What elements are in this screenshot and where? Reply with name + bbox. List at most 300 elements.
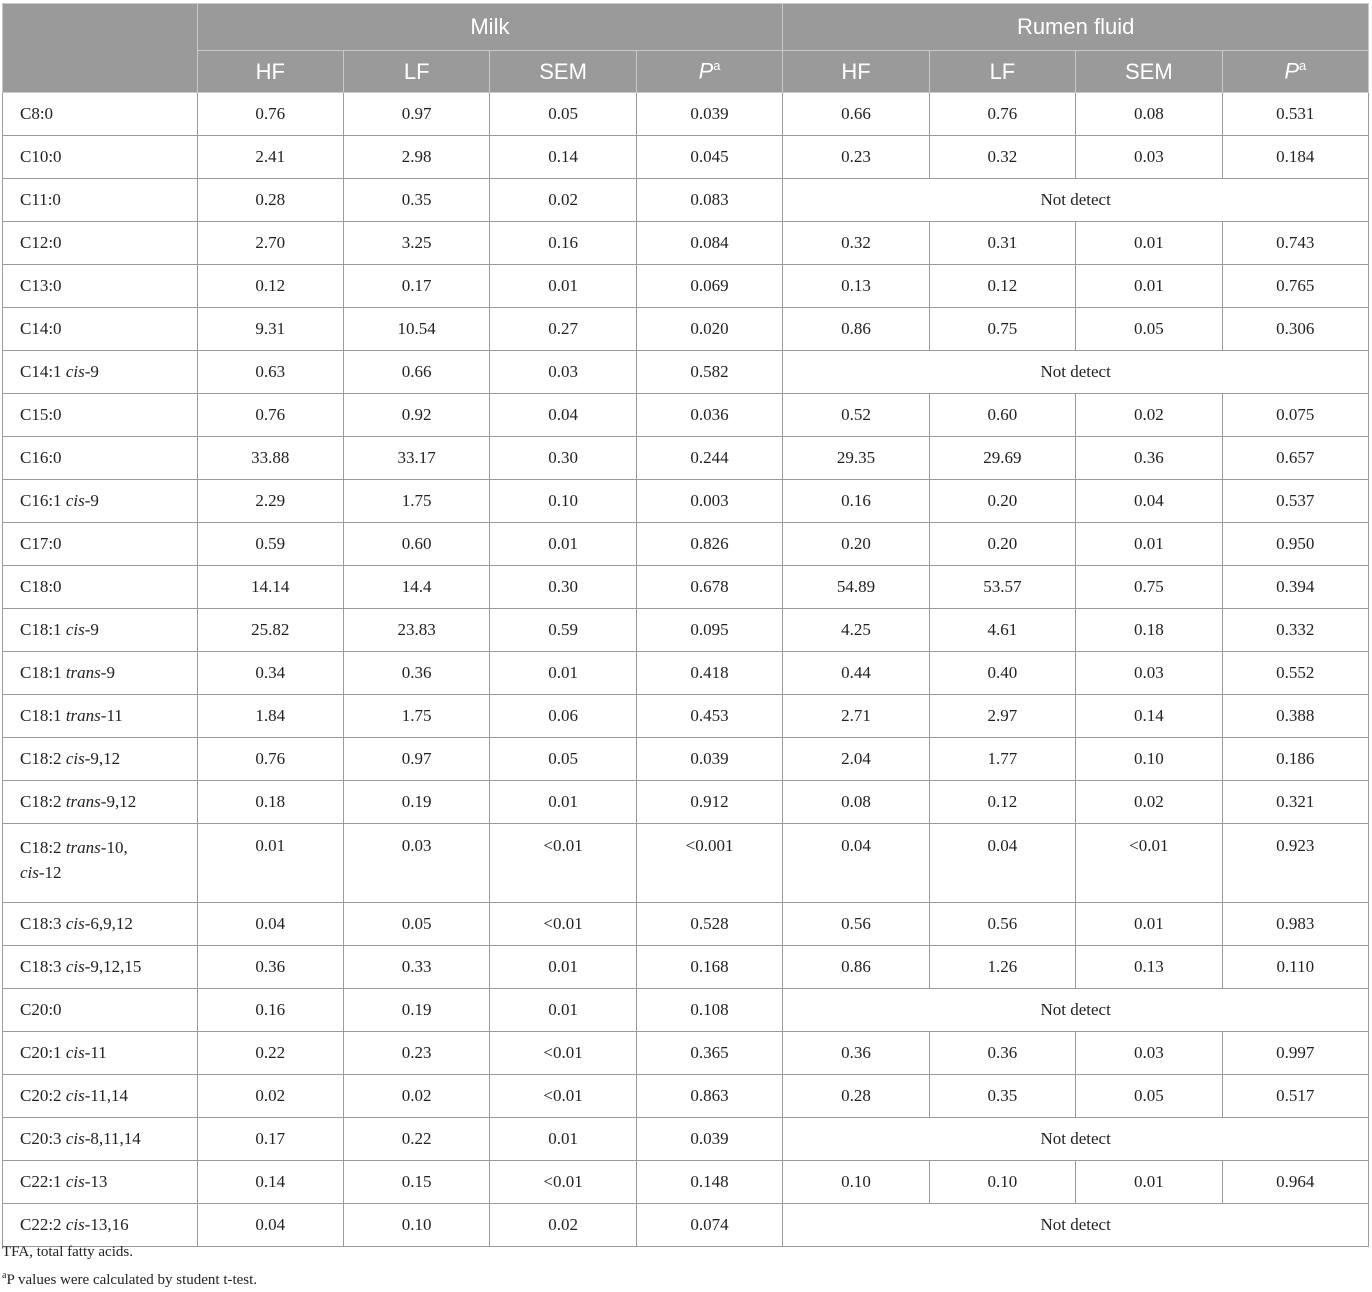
- milk-p-value-cell: 0.083: [636, 179, 782, 222]
- row-label: [3, 136, 198, 179]
- subheader-rumen-hf: HF: [783, 51, 929, 93]
- row-label: [3, 781, 198, 824]
- milk-hf-cell: 14.14: [197, 566, 343, 609]
- rumen-sem-cell: 0.05: [1076, 308, 1222, 351]
- milk-sem-cell: 0.01: [490, 265, 636, 308]
- rumen-lf-cell: 0.04: [929, 824, 1075, 903]
- subheader-milk-p: [636, 51, 782, 93]
- rumen-sem-cell: 0.05: [1076, 1075, 1222, 1118]
- table-row: [3, 394, 1369, 437]
- label-base: C18:1: [20, 620, 66, 639]
- rumen-lf-cell: 0.12: [929, 265, 1075, 308]
- row-label: [3, 946, 198, 989]
- rumen-lf-cell: 0.76: [929, 93, 1075, 136]
- rumen-p-value-cell: 0.110: [1222, 946, 1368, 989]
- row-label: [3, 903, 198, 946]
- table-row: [3, 824, 1369, 903]
- rumen-lf-cell: 0.10: [929, 1161, 1075, 1204]
- rumen-hf-cell: 0.86: [783, 946, 929, 989]
- milk-p-value-cell: 0.168: [636, 946, 782, 989]
- rumen-hf-cell: 0.52: [783, 394, 929, 437]
- rumen-hf-cell: 0.36: [783, 1032, 929, 1075]
- row-label: [3, 566, 198, 609]
- milk-sem-cell: 0.59: [490, 609, 636, 652]
- rumen-sem-cell: 0.02: [1076, 781, 1222, 824]
- rumen-hf-cell: 2.71: [783, 695, 929, 738]
- rumen-p-value-cell: 0.537: [1222, 480, 1368, 523]
- label-base: C14:1: [20, 362, 66, 381]
- rumen-sem-cell: 0.18: [1076, 609, 1222, 652]
- rumen-not-detected-cell: Not detect: [783, 179, 1369, 222]
- milk-hf-cell: 0.63: [197, 351, 343, 394]
- milk-lf-cell: 0.19: [343, 781, 489, 824]
- milk-lf-cell: 0.05: [343, 903, 489, 946]
- rumen-sem-cell: 0.10: [1076, 738, 1222, 781]
- milk-sem-cell: 0.05: [490, 738, 636, 781]
- milk-hf-cell: 0.12: [197, 265, 343, 308]
- row-label: [3, 652, 198, 695]
- milk-lf-cell: 0.60: [343, 523, 489, 566]
- table-row: [3, 437, 1369, 480]
- rumen-p-value-cell: 0.983: [1222, 903, 1368, 946]
- table-body: [3, 93, 1369, 1247]
- milk-hf-cell: 33.88: [197, 437, 343, 480]
- rumen-lf-cell: 0.31: [929, 222, 1075, 265]
- table-row: [3, 989, 1369, 1032]
- milk-p-value-cell: 0.039: [636, 738, 782, 781]
- milk-lf-cell: 0.10: [343, 1204, 489, 1247]
- rumen-p-value-cell: 0.306: [1222, 308, 1368, 351]
- subheader-milk-hf: HF: [197, 51, 343, 93]
- table-row: [3, 652, 1369, 695]
- milk-sem-cell: 0.01: [490, 523, 636, 566]
- rumen-hf-cell: 0.13: [783, 265, 929, 308]
- label-position: -11: [84, 1043, 107, 1062]
- milk-sem-cell: 0.14: [490, 136, 636, 179]
- rumen-lf-cell: 0.20: [929, 480, 1075, 523]
- label-isomer: trans: [65, 792, 101, 811]
- milk-p-value-cell: 0.418: [636, 652, 782, 695]
- corner-header-cell: [3, 4, 198, 93]
- label-base: C18:2: [20, 749, 66, 768]
- milk-lf-cell: 2.98: [343, 136, 489, 179]
- table-row: [3, 523, 1369, 566]
- milk-sem-cell: <0.01: [490, 1032, 636, 1075]
- subheader-rumen-p: [1222, 51, 1368, 93]
- row-label: [3, 437, 198, 480]
- rumen-lf-cell: 0.60: [929, 394, 1075, 437]
- rumen-sem-cell: 0.02: [1076, 394, 1222, 437]
- rumen-hf-cell: 0.23: [783, 136, 929, 179]
- rumen-hf-cell: 4.25: [783, 609, 929, 652]
- label-isomer: cis: [65, 914, 85, 933]
- label-base: C8:0: [20, 104, 54, 123]
- label-position: -10,: [100, 838, 128, 857]
- milk-p-value-cell: 0.912: [636, 781, 782, 824]
- subheader-milk-sem: SEM: [490, 51, 636, 93]
- label-position: -6,9,12: [84, 914, 133, 933]
- label-base: C18:3: [20, 914, 66, 933]
- label-base: C22:2: [20, 1215, 66, 1234]
- label-position: -9: [100, 663, 115, 682]
- milk-lf-cell: 14.4: [343, 566, 489, 609]
- rumen-p-value-cell: 0.184: [1222, 136, 1368, 179]
- label-isomer: cis: [65, 491, 85, 510]
- milk-sem-cell: 0.02: [490, 1204, 636, 1247]
- label-isomer: cis: [65, 749, 85, 768]
- milk-hf-cell: 1.84: [197, 695, 343, 738]
- rumen-p-value-cell: 0.394: [1222, 566, 1368, 609]
- row-label: [3, 351, 198, 394]
- rumen-p-value-cell: 0.950: [1222, 523, 1368, 566]
- row-label: [3, 1032, 198, 1075]
- table-row: [3, 136, 1369, 179]
- row-label: [3, 179, 198, 222]
- label-base: C15:0: [20, 405, 62, 424]
- row-label: [3, 1161, 198, 1204]
- rumen-p-value-cell: 0.332: [1222, 609, 1368, 652]
- milk-hf-cell: 2.29: [197, 480, 343, 523]
- rumen-p-value-cell: 0.186: [1222, 738, 1368, 781]
- label-base: C17:0: [20, 534, 62, 553]
- milk-lf-cell: 0.92: [343, 394, 489, 437]
- milk-lf-cell: 23.83: [343, 609, 489, 652]
- rumen-p-value-cell: 0.964: [1222, 1161, 1368, 1204]
- label-isomer: cis: [65, 1129, 85, 1148]
- rumen-hf-cell: 2.04: [783, 738, 929, 781]
- label-isomer: cis: [65, 957, 85, 976]
- rumen-p-value-cell: 0.923: [1222, 824, 1368, 903]
- footnote-abbreviation: TFA, total fatty acids.: [2, 1244, 133, 1260]
- milk-lf-cell: 0.17: [343, 265, 489, 308]
- rumen-not-detected-cell: Not detect: [783, 989, 1369, 1032]
- rumen-sem-cell: <0.01: [1076, 824, 1222, 903]
- label-base: C10:0: [20, 147, 62, 166]
- rumen-hf-cell: 0.10: [783, 1161, 929, 1204]
- milk-sem-cell: 0.27: [490, 308, 636, 351]
- rumen-hf-cell: 0.66: [783, 93, 929, 136]
- label-position: -11: [100, 706, 123, 725]
- rumen-hf-cell: 0.20: [783, 523, 929, 566]
- rumen-p-value-cell: 0.765: [1222, 265, 1368, 308]
- milk-sem-cell: <0.01: [490, 1161, 636, 1204]
- label-base: C16:1: [20, 491, 66, 510]
- rumen-p-value-cell: 0.552: [1222, 652, 1368, 695]
- milk-hf-cell: 2.70: [197, 222, 343, 265]
- milk-lf-cell: 0.33: [343, 946, 489, 989]
- rumen-hf-cell: 0.28: [783, 1075, 929, 1118]
- milk-p-value-cell: 0.365: [636, 1032, 782, 1075]
- rumen-sem-cell: 0.36: [1076, 437, 1222, 480]
- milk-p-value-cell: 0.863: [636, 1075, 782, 1118]
- row-label: [3, 989, 198, 1032]
- label-isomer: trans: [65, 663, 101, 682]
- milk-sem-cell: 0.10: [490, 480, 636, 523]
- rumen-hf-cell: 0.08: [783, 781, 929, 824]
- rumen-sem-cell: 0.01: [1076, 1161, 1222, 1204]
- rumen-lf-cell: 2.97: [929, 695, 1075, 738]
- milk-sem-cell: 0.04: [490, 394, 636, 437]
- table-row: [3, 566, 1369, 609]
- label-isomer: cis: [65, 620, 85, 639]
- label-position: -13,16: [84, 1215, 129, 1234]
- rumen-lf-cell: 0.12: [929, 781, 1075, 824]
- rumen-p-value-cell: 0.531: [1222, 93, 1368, 136]
- table-row: [3, 93, 1369, 136]
- label-position: -11,14: [84, 1086, 128, 1105]
- milk-sem-cell: 0.05: [490, 93, 636, 136]
- subheader-row: [3, 51, 1369, 93]
- label-base: C18:0: [20, 577, 62, 596]
- milk-hf-cell: 0.14: [197, 1161, 343, 1204]
- milk-lf-cell: 1.75: [343, 480, 489, 523]
- table-row: [3, 222, 1369, 265]
- milk-sem-cell: 0.06: [490, 695, 636, 738]
- label-base: C20:1: [20, 1043, 66, 1062]
- label-position: -13: [84, 1172, 108, 1191]
- label-position: -9,12: [84, 749, 121, 768]
- table-row: [3, 781, 1369, 824]
- fatty-acid-table-container: [2, 3, 1369, 1247]
- label-base: C18:1: [20, 663, 66, 682]
- label-base: C20:3: [20, 1129, 66, 1148]
- rumen-hf-cell: 0.86: [783, 308, 929, 351]
- milk-sem-cell: <0.01: [490, 903, 636, 946]
- milk-hf-cell: 0.76: [197, 93, 343, 136]
- milk-sem-cell: 0.01: [490, 1118, 636, 1161]
- label-position: -9: [84, 491, 99, 510]
- row-label: [3, 394, 198, 437]
- row-label: [3, 695, 198, 738]
- subheader-rumen-lf: LF: [929, 51, 1075, 93]
- rumen-sem-cell: 0.04: [1076, 480, 1222, 523]
- label-base: C14:0: [20, 319, 62, 338]
- milk-hf-cell: 0.04: [197, 903, 343, 946]
- milk-p-value-cell: 0.528: [636, 903, 782, 946]
- milk-hf-cell: 0.17: [197, 1118, 343, 1161]
- table-row: [3, 1118, 1369, 1161]
- milk-lf-cell: 1.75: [343, 695, 489, 738]
- rumen-sem-cell: 0.03: [1076, 652, 1222, 695]
- row-label: [3, 523, 198, 566]
- rumen-lf-cell: 0.36: [929, 1032, 1075, 1075]
- label-position: -9: [84, 620, 99, 639]
- label-base: C18:2: [20, 838, 66, 857]
- label-isomer: cis: [65, 1215, 85, 1234]
- milk-p-value-cell: 0.036: [636, 394, 782, 437]
- subheader-superscript: a: [1299, 58, 1307, 74]
- label-base: C13:0: [20, 276, 62, 295]
- milk-hf-cell: 0.28: [197, 179, 343, 222]
- subheader-rumen-sem: SEM: [1076, 51, 1222, 93]
- milk-lf-cell: 10.54: [343, 308, 489, 351]
- table-row: [3, 480, 1369, 523]
- table-row: [3, 308, 1369, 351]
- milk-lf-cell: 33.17: [343, 437, 489, 480]
- rumen-sem-cell: 0.75: [1076, 566, 1222, 609]
- rumen-lf-cell: 0.40: [929, 652, 1075, 695]
- milk-sem-cell: <0.01: [490, 1075, 636, 1118]
- milk-p-value-cell: 0.095: [636, 609, 782, 652]
- rumen-lf-cell: 0.35: [929, 1075, 1075, 1118]
- milk-sem-cell: <0.01: [490, 824, 636, 903]
- rumen-p-value-cell: 0.321: [1222, 781, 1368, 824]
- milk-sem-cell: 0.03: [490, 351, 636, 394]
- table-row: [3, 1161, 1369, 1204]
- milk-lf-cell: 0.19: [343, 989, 489, 1032]
- rumen-p-value-cell: 0.743: [1222, 222, 1368, 265]
- rumen-p-value-cell: 0.657: [1222, 437, 1368, 480]
- label-position: -8,11,14: [84, 1129, 141, 1148]
- milk-p-value-cell: 0.020: [636, 308, 782, 351]
- rumen-sem-cell: 0.03: [1076, 1032, 1222, 1075]
- label-base: C12:0: [20, 233, 62, 252]
- label-isomer: cis: [65, 1043, 85, 1062]
- row-label: [3, 480, 198, 523]
- table-row: [3, 946, 1369, 989]
- table-row: [3, 1075, 1369, 1118]
- milk-sem-cell: 0.01: [490, 989, 636, 1032]
- rumen-lf-cell: 1.77: [929, 738, 1075, 781]
- rumen-lf-cell: 0.75: [929, 308, 1075, 351]
- milk-hf-cell: 9.31: [197, 308, 343, 351]
- label-isomer: cis: [65, 1086, 85, 1105]
- milk-lf-cell: 0.97: [343, 93, 489, 136]
- row-label: [3, 738, 198, 781]
- rumen-p-value-cell: 0.997: [1222, 1032, 1368, 1075]
- milk-sem-cell: 0.30: [490, 566, 636, 609]
- rumen-not-detected-cell: Not detect: [783, 1118, 1369, 1161]
- footnote-p-values: [2, 1264, 257, 1292]
- milk-p-value-cell: 0.084: [636, 222, 782, 265]
- label-position: -9,12: [100, 792, 137, 811]
- milk-p-value-cell: 0.244: [636, 437, 782, 480]
- table-row: [3, 179, 1369, 222]
- subheader-text: P: [1284, 58, 1299, 84]
- label-base: C18:1: [20, 706, 66, 725]
- rumen-p-value-cell: 0.075: [1222, 394, 1368, 437]
- rumen-sem-cell: 0.01: [1076, 523, 1222, 566]
- rumen-hf-cell: 0.32: [783, 222, 929, 265]
- group-header-rumen-fluid: Rumen fluid: [783, 4, 1369, 51]
- milk-hf-cell: 0.18: [197, 781, 343, 824]
- label-position: -9,12,15: [84, 957, 142, 976]
- milk-sem-cell: 0.16: [490, 222, 636, 265]
- milk-hf-cell: 0.34: [197, 652, 343, 695]
- footnote-p-text: P values were calculated by student t-test.: [6, 1272, 258, 1288]
- milk-p-value-cell: 0.039: [636, 1118, 782, 1161]
- rumen-sem-cell: 0.08: [1076, 93, 1222, 136]
- label-base: C18:2: [20, 792, 66, 811]
- milk-p-value-cell: 0.039: [636, 93, 782, 136]
- milk-p-value-cell: 0.045: [636, 136, 782, 179]
- rumen-lf-cell: 4.61: [929, 609, 1075, 652]
- milk-hf-cell: 2.41: [197, 136, 343, 179]
- milk-lf-cell: 0.35: [343, 179, 489, 222]
- milk-lf-cell: 0.36: [343, 652, 489, 695]
- rumen-sem-cell: 0.01: [1076, 265, 1222, 308]
- label-base: C18:3: [20, 957, 66, 976]
- label-base: C16:0: [20, 448, 62, 467]
- milk-hf-cell: 0.76: [197, 738, 343, 781]
- rumen-p-value-cell: 0.517: [1222, 1075, 1368, 1118]
- milk-p-value-cell: 0.003: [636, 480, 782, 523]
- table-footnotes: [2, 1240, 257, 1292]
- milk-sem-cell: 0.02: [490, 179, 636, 222]
- group-header-milk: Milk: [197, 4, 783, 51]
- milk-lf-cell: 0.03: [343, 824, 489, 903]
- rumen-lf-cell: 0.32: [929, 136, 1075, 179]
- milk-p-value-cell: 0.826: [636, 523, 782, 566]
- milk-p-value-cell: 0.069: [636, 265, 782, 308]
- label-base: C20:2: [20, 1086, 66, 1105]
- milk-p-value-cell: 0.678: [636, 566, 782, 609]
- table-row: [3, 1032, 1369, 1075]
- subheader-text: P: [698, 58, 714, 84]
- milk-lf-cell: 0.02: [343, 1075, 489, 1118]
- milk-sem-cell: 0.01: [490, 652, 636, 695]
- rumen-not-detected-cell: Not detect: [783, 1204, 1369, 1247]
- label-isomer-2: cis: [20, 863, 39, 882]
- row-label: [3, 609, 198, 652]
- table-row: [3, 265, 1369, 308]
- rumen-lf-cell: 53.57: [929, 566, 1075, 609]
- rumen-sem-cell: 0.13: [1076, 946, 1222, 989]
- row-label: [3, 1075, 198, 1118]
- label-position-2: -12: [38, 863, 62, 882]
- rumen-sem-cell: 0.01: [1076, 222, 1222, 265]
- milk-p-value-cell: 0.582: [636, 351, 782, 394]
- milk-p-value-cell: 0.148: [636, 1161, 782, 1204]
- milk-hf-cell: 0.36: [197, 946, 343, 989]
- rumen-hf-cell: 0.16: [783, 480, 929, 523]
- milk-sem-cell: 0.01: [490, 781, 636, 824]
- milk-hf-cell: 0.01: [197, 824, 343, 903]
- fatty-acid-table: [2, 3, 1369, 1247]
- row-label: [3, 222, 198, 265]
- milk-lf-cell: 0.15: [343, 1161, 489, 1204]
- rumen-hf-cell: 0.04: [783, 824, 929, 903]
- rumen-sem-cell: 0.14: [1076, 695, 1222, 738]
- rumen-lf-cell: 1.26: [929, 946, 1075, 989]
- table-row: [3, 609, 1369, 652]
- rumen-lf-cell: 0.56: [929, 903, 1075, 946]
- rumen-lf-cell: 29.69: [929, 437, 1075, 480]
- table-row: [3, 695, 1369, 738]
- label-base: C20:0: [20, 1000, 62, 1019]
- milk-sem-cell: 0.30: [490, 437, 636, 480]
- milk-lf-cell: 0.97: [343, 738, 489, 781]
- rumen-sem-cell: 0.03: [1076, 136, 1222, 179]
- milk-sem-cell: 0.01: [490, 946, 636, 989]
- table-row: [3, 738, 1369, 781]
- milk-p-value-cell: 0.074: [636, 1204, 782, 1247]
- milk-hf-cell: 0.76: [197, 394, 343, 437]
- row-label: [3, 824, 198, 903]
- rumen-hf-cell: 0.44: [783, 652, 929, 695]
- milk-hf-cell: 0.59: [197, 523, 343, 566]
- rumen-hf-cell: 0.56: [783, 903, 929, 946]
- label-base: C11:0: [20, 190, 61, 209]
- label-isomer: trans: [65, 706, 101, 725]
- milk-p-value-cell: 0.453: [636, 695, 782, 738]
- milk-hf-cell: 0.04: [197, 1204, 343, 1247]
- milk-p-value-cell: <0.001: [636, 824, 782, 903]
- row-label: [3, 93, 198, 136]
- rumen-p-value-cell: 0.388: [1222, 695, 1368, 738]
- rumen-not-detected-cell: Not detect: [783, 351, 1369, 394]
- rumen-sem-cell: 0.01: [1076, 903, 1222, 946]
